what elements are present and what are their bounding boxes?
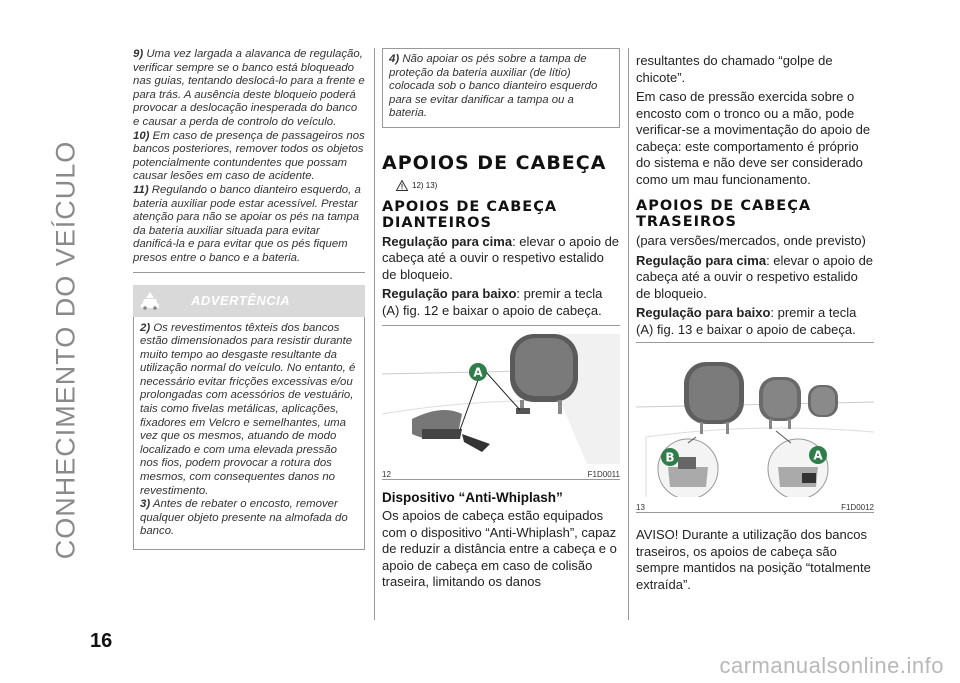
column-3	[636, 48, 874, 596]
note-item: 10) Em caso de presença de passageiros nos bancos posteriores, remover todos os objetos potencialmente contundentes que possam causar lesões em caso de acidente.	[133, 129, 365, 183]
note-item: 11) Regulando o banco dianteiro esquerdo, a bateria auxiliar pode estar acessível. Prestar atenção para não se apoiar os pés na tampa da bateria auxiliar situada para evitar danificá-la e para evitar que os pés fiquem presos entre o banco e a bateria.	[133, 183, 361, 264]
column-divider	[628, 48, 629, 620]
subsection-heading: APOIOS DE CABEÇA TRASEIROS	[636, 198, 812, 230]
column-divider	[374, 48, 375, 620]
warning-item: 2) Os revestimentos têxteis dos bancos estão dimensionados para resistir durante muito tempo ao desgaste resultante da utilização normal do veículo. No entanto, é necessário evitar fricções excessivas e/ou prolongadas com acessórios de vestuário, tais como fivelas metálicas, aplicações, fixadores em Velcro e semelhantes, uma vez que os mesmos, atuando de modo localizado e com uma elevada pressão nos fios, podem provocar a rotura dos mesmos, com consequentes danos no revestimento.	[140, 321, 356, 497]
note-references: 12) 13)	[396, 180, 620, 191]
column-1	[133, 48, 365, 550]
subsection-heading: APOIOS DE CABEÇA DIANTEIROS	[382, 198, 558, 231]
section-heading: APOIOS DE CABEÇA	[382, 151, 607, 174]
warning-triangle-icon	[396, 180, 408, 191]
figure-marker-b: B	[665, 450, 675, 465]
anti-whiplash-heading: Dispositivo “Anti-Whiplash”	[382, 490, 563, 506]
adjust-up-text: Regulação para cima: elevar o apoio de cabeça até a ouvir o respetivo estalido de bloqueio.	[382, 233, 620, 282]
figure-13	[636, 347, 874, 512]
figure-12	[382, 334, 620, 479]
side-chapter-title: CONHECIMENTO DO VEÍCULO	[50, 140, 81, 560]
warning-body	[133, 317, 365, 551]
note-box: 4) Não apoiar os pés sobre a tampa de proteção da bateria auxiliar (de lítio) colocada sob o banco dianteiro esquerdo para se evitar danificar a tampa ou a bateria.	[382, 48, 620, 128]
pressure-text: Em caso de pressão exercida sobre o encosto com o tronco ou a mão, pode verificar-se a movimentação do apoio de cabeça: este comportamento é próprio do sistema e não deve ser considerado como um mau funcionamento.	[636, 89, 871, 187]
notes-list	[133, 48, 365, 266]
anti-whiplash-text: Os apoios de cabeça estão equipados com o dispositivo “Anti-Whiplash”, capaz de reduzir a distância entre a cabeça e o apoio de cabeça em caso de colisão traseira, limitando os danos	[382, 508, 617, 590]
watermark: carmanualsonline.info	[719, 653, 944, 678]
figure-marker-a: A	[813, 448, 823, 463]
rear-headrest-illustration	[636, 347, 874, 497]
continued-text: resultantes do chamado “golpe de chicote”.	[636, 53, 833, 85]
car-warning-icon	[139, 291, 161, 311]
warning-label: ADVERTÊNCIA	[191, 293, 291, 308]
warning-item: 3) Antes de rebater o encosto, remover qualquer objeto presente na almofada do banco.	[140, 498, 348, 538]
column-2	[382, 48, 620, 594]
figure-caption: 12 F1D0011	[382, 470, 620, 480]
aviso-text: AVISO! Durante a utilização dos bancos traseiros, os apoios de cabeça são sempre mantidos na posição “totalmente extraída”.	[636, 527, 871, 592]
adjust-up-text: Regulação para cima: elevar o apoio de cabeça até a ouvir o respetivo estalido de bloqueio.	[636, 252, 874, 301]
adjust-down-text: Regulação para baixo: premir a tecla (A) fig. 12 e baixar o apoio de cabeça.	[382, 286, 603, 318]
adjust-down-text: Regulação para baixo: premir a tecla (A) fig. 13 e baixar o apoio de cabeça.	[636, 305, 857, 337]
figure-marker-a: A	[473, 365, 483, 380]
warning-header	[133, 285, 365, 317]
note-item: 9) Uma vez largada a alavanca de regulação, verificar sempre se o banco está bloqueado nas guias, tentando deslocá-lo para a frente e para trás. A ausência deste bloqueio poderá provocar a deslocação inesperada do banco e causar a perda de controlo do veículo.	[133, 48, 365, 128]
page-number: 16	[90, 630, 113, 652]
versions-text: (para versões/mercados, onde previsto)	[636, 233, 866, 248]
figure-caption: 13 F1D0012	[636, 503, 874, 512]
front-headrest-illustration	[382, 334, 620, 464]
